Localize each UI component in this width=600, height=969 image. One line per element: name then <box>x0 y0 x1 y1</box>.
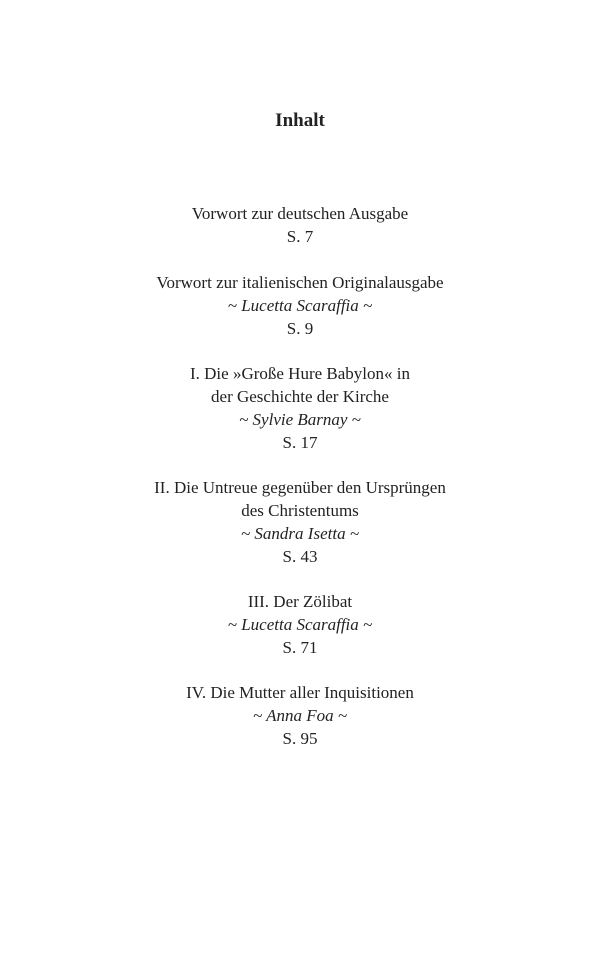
toc-entry-foreword-german <box>0 202 600 248</box>
toc-entry-page: S. 9 <box>286 319 314 338</box>
toc-entry-chapter-4 <box>0 681 600 750</box>
toc-entry-page: S. 71 <box>282 638 318 657</box>
toc-entry-title-line-1: I. Die »Große Hure Babylon« in <box>189 364 410 383</box>
toc-entry-title: IV. Die Mutter aller Inquisitionen <box>186 683 414 702</box>
toc-entry-chapter-1 <box>0 362 600 454</box>
toc-entry-title-line-2: der Geschichte der Kirche <box>211 387 389 406</box>
toc-entry-author: ~ Anna Foa ~ <box>252 706 348 725</box>
toc-entry-page: S. 7 <box>286 227 314 246</box>
toc-entry-page: S. 43 <box>282 547 318 566</box>
toc-entry-page: S. 17 <box>282 433 318 452</box>
toc-entry-title: III. Der Zölibat <box>247 592 353 611</box>
toc-entry-chapter-3 <box>0 590 600 659</box>
toc-entry-author: ~ Lucetta Scaraffia ~ <box>227 615 373 634</box>
toc-entry-chapter-2 <box>0 476 600 568</box>
toc-entry-title-line-1: II. Die Untreue gegenüber den Ursprüngen <box>154 478 446 497</box>
toc-entry-title-line-2: des Christentums <box>241 501 359 520</box>
toc-entry-foreword-italian <box>0 271 600 340</box>
toc-entry-author: ~ Sylvie Barnay ~ <box>239 410 361 429</box>
toc-entry-title: Vorwort zur italienischen Originalausgabe <box>156 273 444 292</box>
toc-entry-author: ~ Lucetta Scaraffia ~ <box>227 296 373 315</box>
page-title: Inhalt <box>275 110 325 131</box>
toc-entry-author: ~ Sandra Isetta ~ <box>240 524 360 543</box>
toc-entry-page: S. 95 <box>282 729 318 748</box>
toc-entry-title: Vorwort zur deutschen Ausgabe <box>191 204 409 223</box>
